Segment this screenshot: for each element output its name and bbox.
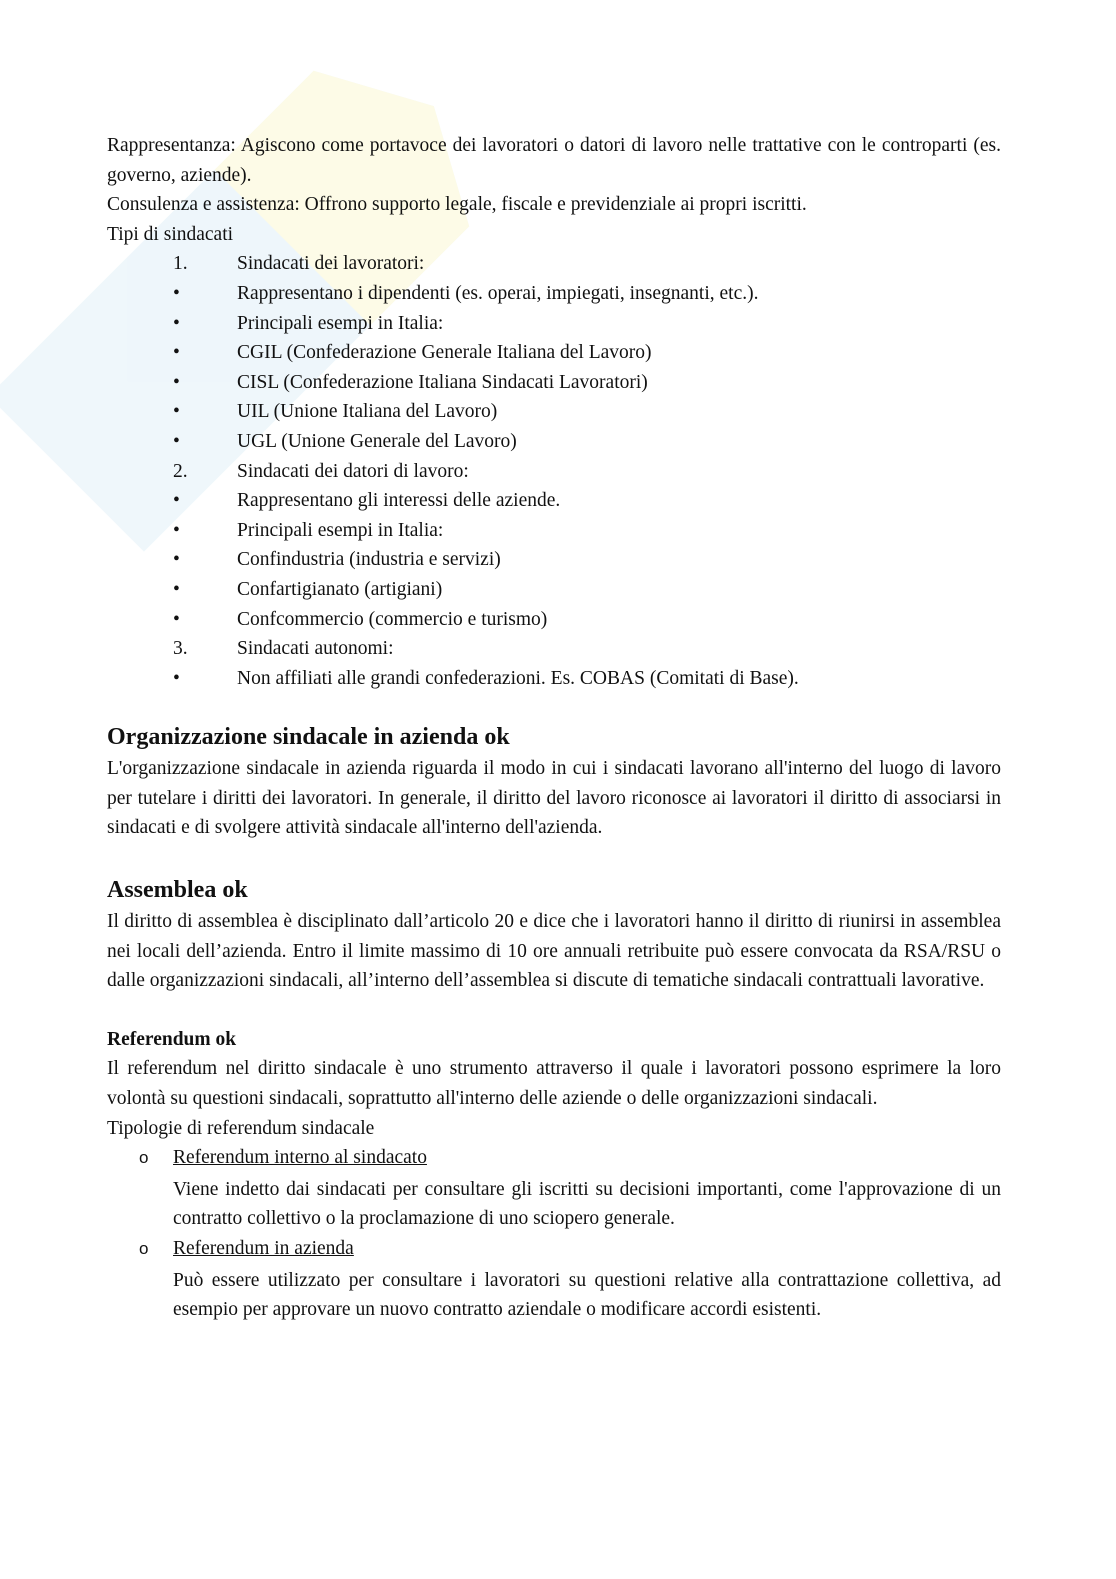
list-item	[107, 634, 1001, 664]
section-assemblea	[107, 875, 1001, 996]
list-item-text: UIL (Unione Italiana del Lavoro)	[237, 401, 498, 423]
section-title: Referendum ok	[107, 1028, 237, 1050]
list-item	[107, 397, 1001, 427]
list-item-text: Rappresentano gli interessi delle aziende.	[237, 490, 561, 512]
list-marker: •	[173, 282, 180, 304]
list-marker: •	[173, 401, 180, 423]
list-item	[107, 516, 1001, 546]
list-item	[107, 427, 1001, 457]
section-title: Organizzazione sindacale in azienda ok	[107, 724, 510, 751]
bullet-marker: o	[139, 1239, 149, 1258]
list-item-text: Confartigianato (artigiani)	[237, 578, 443, 600]
list-item	[107, 545, 1001, 575]
list-item	[107, 457, 1001, 487]
section-text: Il referendum nel diritto sindacale è uno strumento attraverso il quale i lavoratori possono esprimere la loro volontà su questioni sindacali, soprattutto all'interno delle aziende o delle organizzazioni sindacali.	[107, 1058, 1001, 1110]
list-item	[107, 575, 1001, 605]
section-text: L'organizzazione sindacale in azienda riguarda il modo in cui i sindacati lavorano all'interno del luogo di lavoro per tutelare i diritti dei lavoratori. In generale, il diritto del lavoro riconosce ai lavoratori il diritto di associarsi in sindacati e di svolgere attività sindacale all'interno dell'azienda.	[107, 758, 1001, 839]
list-item-text: CGIL (Confederazione Generale Italiana del Lavoro)	[237, 342, 652, 364]
list-item-text: Principali esempi in Italia:	[237, 312, 444, 334]
list-item	[107, 279, 1001, 309]
types-label: Tipologie di referendum sindacale	[107, 1117, 375, 1139]
list-item-text: Non affiliati alle grandi confederazioni. Es. COBAS (Comitati di Base).	[237, 667, 799, 689]
list-marker: •	[173, 519, 180, 541]
list-item-text: Confindustria (industria e servizi)	[237, 549, 501, 571]
list-marker: 3.	[173, 638, 188, 660]
referendum-type	[107, 1143, 1001, 1234]
list-marker: •	[173, 549, 180, 571]
list-item-text: Principali esempi in Italia:	[237, 519, 444, 541]
intro-representation: Rappresentanza: Agiscono come portavoce dei lavoratori o datori di lavoro nelle trattative con le controparti (es. governo, aziende).	[107, 135, 1001, 186]
list-item	[107, 664, 1001, 694]
intro-consulting: Consulenza e assistenza: Offrono supporto legale, fiscale e previdenziale ai propri iscritti.	[107, 194, 807, 216]
union-types-list	[107, 249, 1001, 693]
list-item-text: CISL (Confederazione Italiana Sindacati Lavoratori)	[237, 371, 648, 393]
list-item-text: Sindacati dei datori di lavoro:	[237, 460, 469, 482]
section-organizzazione	[107, 722, 1001, 843]
list-item	[107, 309, 1001, 339]
list-marker: •	[173, 490, 180, 512]
referendum-type	[107, 1234, 1001, 1325]
list-marker: •	[173, 608, 180, 630]
section-referendum	[107, 1025, 1001, 1325]
list-item	[107, 338, 1001, 368]
list-marker: •	[173, 667, 180, 689]
type-desc: Può essere utilizzato per consultare i lavoratori su questioni relative alla contrattazione collettiva, ad esempio per approvare un nuovo contratto aziendale o modificare accordi esistenti.	[173, 1269, 1001, 1321]
list-item-text: Sindacati dei lavoratori:	[237, 253, 425, 275]
section-text: Il diritto di assemblea è disciplinato dall’articolo 20 e dice che i lavoratori hanno il diritto di riunirsi in assemblea nei locali dell’azienda. Entro il limite massimo di 10 ore annuali retribuite può essere convocata da RSA/RSU o dalle organizzazioni sindacali, all’interno dell’assemblea si discute di tematiche sindacali contrattuali lavorative.	[107, 911, 1001, 992]
list-item	[107, 368, 1001, 398]
section-title: Assemblea ok	[107, 877, 248, 904]
list-item-text: Sindacati autonomi:	[237, 638, 394, 660]
type-title: Referendum in azienda	[173, 1238, 354, 1259]
list-marker: •	[173, 578, 180, 600]
bullet-marker: o	[139, 1148, 149, 1168]
list-item-text: UGL (Unione Generale del Lavoro)	[237, 430, 517, 452]
list-marker: •	[173, 342, 180, 364]
list-marker: •	[173, 430, 180, 452]
list-marker: 2.	[173, 460, 188, 482]
type-title: Referendum interno al sindacato	[173, 1147, 427, 1169]
list-item	[107, 605, 1001, 635]
list-marker: •	[173, 371, 180, 393]
type-desc: Viene indetto dai sindacati per consultare gli iscritti su decisioni importanti, come l'approvazione di un contratto collettivo o la proclamazione di uno sciopero generale.	[173, 1178, 1001, 1230]
list-item	[107, 486, 1001, 516]
list-marker: 1.	[173, 253, 188, 275]
intro-types-label: Tipi di sindacati	[107, 223, 234, 245]
intro	[107, 131, 1001, 249]
list-marker: •	[173, 312, 180, 334]
list-item-text: Rappresentano i dipendenti (es. operai, impiegati, insegnanti, etc.).	[237, 282, 759, 304]
list-item-text: Confcommercio (commercio e turismo)	[237, 608, 548, 630]
list-item	[107, 249, 1001, 279]
